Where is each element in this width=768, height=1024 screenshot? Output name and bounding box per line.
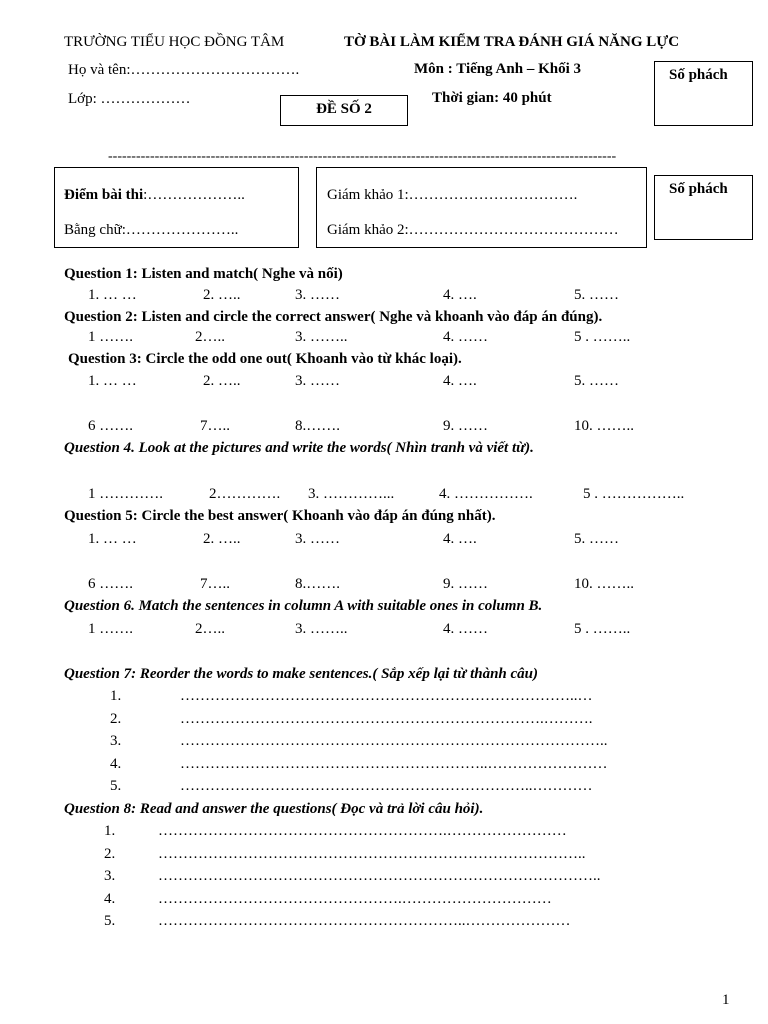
- time-label: Thời gian: 40 phút: [432, 90, 552, 106]
- answer-slot: 8.…….: [295, 418, 340, 434]
- answer-dots: …………………………………………………………………………..: [158, 846, 586, 862]
- question-7-line-3: [0, 733, 768, 753]
- answer-slot: 1 …….: [88, 329, 133, 345]
- answer-slot: 9. ……: [443, 576, 488, 592]
- question-1-title: Question 1: Listen and match( Nghe và nối): [64, 266, 343, 282]
- so-phach-box-top: [654, 61, 753, 126]
- question-8-line-5: [0, 913, 768, 933]
- question-8-line-3: [0, 868, 768, 888]
- sheet-title: TỜ BÀI LÀM KIỂM TRA ĐÁNH GIÁ NĂNG LỰC: [344, 34, 680, 50]
- answer-slot: 2………….: [209, 486, 281, 502]
- line-number: 2.: [110, 711, 122, 727]
- question-8-line-1: [0, 823, 768, 843]
- question-8-line-4: [0, 891, 768, 911]
- line-number: 4.: [110, 756, 122, 772]
- line-number: 4.: [104, 891, 116, 907]
- answer-slot: 5. ……: [574, 531, 619, 547]
- line-number: 2.: [104, 846, 116, 862]
- score-label: Điểm bài thi: [64, 187, 144, 203]
- answer-slot: 4. ……: [443, 329, 488, 345]
- question-8-line-2: [0, 846, 768, 866]
- so-phach-label-top: Số phách: [669, 67, 728, 83]
- answer-slot: 3. ……..: [295, 621, 348, 637]
- answer-slot: 10. ……..: [574, 418, 634, 434]
- answer-slot: 6 …….: [88, 576, 133, 592]
- score-field: [64, 187, 245, 204]
- question-7-line-2: [0, 711, 768, 731]
- line-number: 3.: [104, 868, 116, 884]
- page-number: 1: [722, 992, 730, 1008]
- examiner-2: Giám khảo 2:……………………………………: [327, 222, 619, 238]
- answer-slot: 9. ……: [443, 418, 488, 434]
- answer-dots: …………………………………………………………………………..: [180, 733, 608, 749]
- answer-slot: 5 . ……..: [574, 621, 631, 637]
- student-name-field: Họ và tên:…………………………….: [68, 62, 300, 78]
- answer-slot: 5. ……: [574, 287, 619, 303]
- answer-slot: 3. ……: [295, 531, 340, 547]
- answer-dots: ……………………………………………………………………………..: [158, 868, 601, 884]
- answer-dots: ………………………………………………….……………………: [158, 823, 567, 839]
- line-number: 3.: [110, 733, 122, 749]
- answer-slot: 5 . ……..: [574, 329, 631, 345]
- answer-slot: 2. …..: [203, 531, 241, 547]
- answer-slot: 10. ……..: [574, 576, 634, 592]
- line-number: 5.: [110, 778, 122, 794]
- answer-slot: 8.…….: [295, 576, 340, 592]
- answer-slot: 4. ….: [443, 373, 477, 389]
- answer-dots: ……………………………………………………..……………………: [180, 756, 608, 772]
- answer-dots: ……………………………………………………………………..…: [180, 688, 593, 704]
- answer-slot: 1. … …: [88, 287, 137, 303]
- answer-slot: 5 . ……………..: [583, 486, 685, 502]
- examiner-1: Giám khảo 1:…………………………….: [327, 187, 578, 203]
- answer-slot: 3. ……..: [295, 329, 348, 345]
- answer-slot: 2…..: [195, 329, 225, 345]
- answer-slot: 4. ….: [443, 531, 477, 547]
- question-3-title: Question 3: Circle the odd one out( Khoanh vào từ khác loại).: [68, 351, 462, 367]
- question-6-title: Question 6. Match the sentences in column A with suitable ones in column B.: [64, 598, 543, 614]
- answer-slot: 2. …..: [203, 373, 241, 389]
- cut-line: -------------------------------------------------------------------------------------------------------------: [108, 149, 617, 164]
- exam-code-box: [280, 95, 408, 126]
- question-7-line-4: [0, 756, 768, 776]
- answer-slot: 1 ………….: [88, 486, 163, 502]
- answer-dots: ………………………………………….…………………………: [158, 891, 552, 907]
- answer-slot: 3. ……: [295, 373, 340, 389]
- question-4-title: Question 4. Look at the pictures and write the words( Nhìn tranh và viết từ).: [64, 440, 534, 456]
- examiner-box: [316, 167, 647, 248]
- exam-code: ĐỀ SỐ 2: [316, 101, 372, 117]
- answer-dots: ……………………………………………………………….……….: [180, 711, 593, 727]
- score-box: [54, 167, 299, 248]
- answer-slot: 4. ….: [443, 287, 477, 303]
- class-field: Lớp: ………………: [68, 91, 191, 107]
- line-number: 1.: [110, 688, 122, 704]
- question-7-line-5: [0, 778, 768, 798]
- answer-slot: 1. … …: [88, 373, 137, 389]
- line-number: 1.: [104, 823, 116, 839]
- answer-slot: 3. …………...: [308, 486, 395, 502]
- answer-slot: 2. …..: [203, 287, 241, 303]
- subject-label: Môn : Tiếng Anh – Khối 3: [414, 61, 581, 77]
- answer-slot: 4. ……: [443, 621, 488, 637]
- answer-slot: 1 …….: [88, 621, 133, 637]
- so-phach-label-bottom: Số phách: [669, 181, 728, 197]
- answer-slot: 6 …….: [88, 418, 133, 434]
- question-7-title: Question 7: Reorder the words to make sentences.( Sắp xếp lại từ thành câu): [64, 666, 539, 682]
- answer-slot: 3. ……: [295, 287, 340, 303]
- question-7-line-1: [0, 688, 768, 708]
- school-name: TRƯỜNG TIỂU HỌC ĐỒNG TÂM: [64, 34, 285, 50]
- question-2-title: Question 2: Listen and circle the correct answer( Nghe và khoanh vào đáp án đúng).: [64, 309, 603, 325]
- answer-slot: 5. ……: [574, 373, 619, 389]
- question-5-title: Question 5: Circle the best answer( Khoanh vào đáp án đúng nhất).: [64, 508, 496, 524]
- answer-dots: ……………………………………………………..…………………: [158, 913, 571, 929]
- answer-slot: 7…..: [200, 576, 230, 592]
- answer-dots: ……………………………………………………………..…………: [180, 778, 593, 794]
- line-number: 5.: [104, 913, 116, 929]
- so-phach-box-bottom: [654, 175, 753, 240]
- answer-slot: 7…..: [200, 418, 230, 434]
- question-8-title: Question 8: Read and answer the questions( Đọc và trả lời câu hỏi).: [64, 801, 484, 817]
- score-in-words: Bằng chữ:…………………..: [64, 222, 239, 238]
- answer-slot: 1. … …: [88, 531, 137, 547]
- answer-slot: 4. …………….: [439, 486, 533, 502]
- answer-slot: 2…..: [195, 621, 225, 637]
- score-dots: :………………..: [143, 187, 245, 203]
